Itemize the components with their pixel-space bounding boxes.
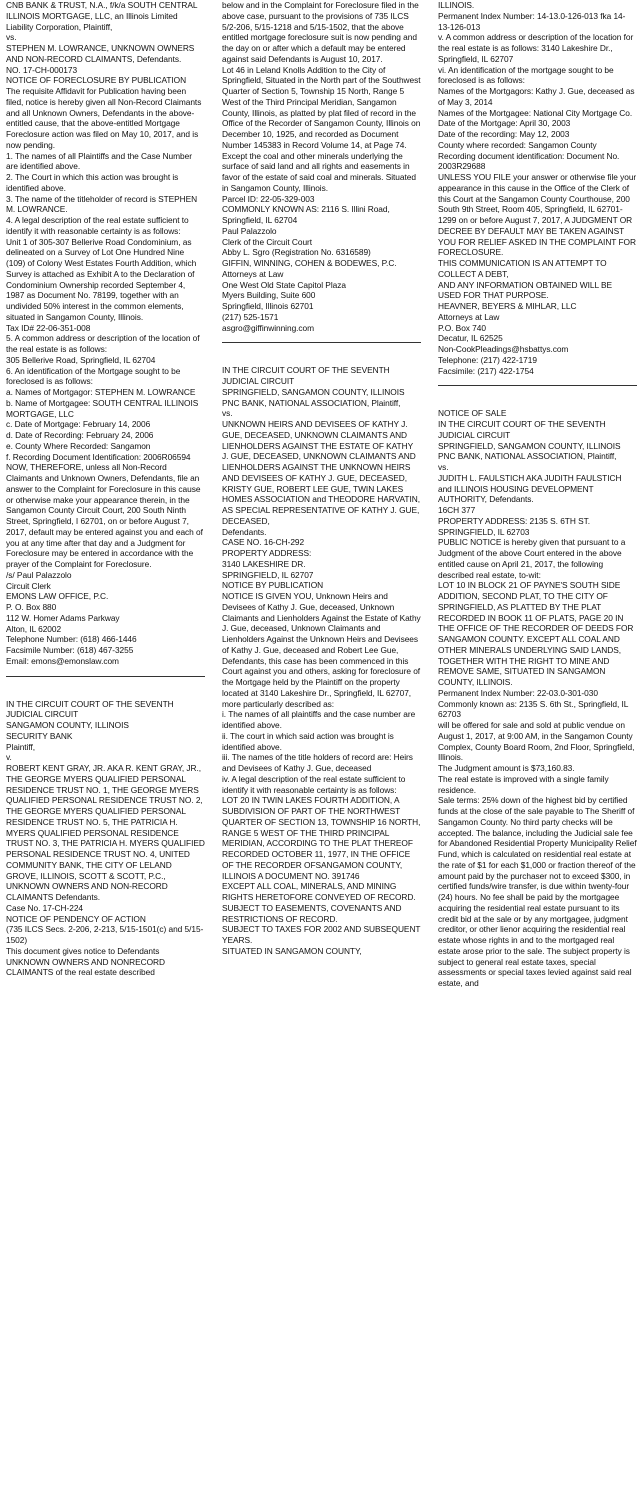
notice-line: vs. — [438, 462, 449, 472]
notice-line: Circuit Clerk — [6, 580, 51, 591]
notice-line: i. The names of all plaintiffs and the case number are identified above. — [222, 709, 416, 730]
notice-line: Paul Palazzolo — [222, 225, 277, 236]
notice-line: NOTICE IS GIVEN YOU, Unknown Heirs and Devisees of Kathy J. Gue, deceased, Unknown Claimants and Lienholders Against the Estate of Kathy J. Gue, deceased, Unknown Claimants and Lienholders Against the Unknown Heirs and Devisees of Kathy J. Gue, deceased and Robert Lee Gue, Defendants, this case has been commenced in this Court against you and others, asking for foreclosure of the Mortgage held by the Plaintiff on the property located at 3140 Lakeshire Dr., Springfield, IL 62707, more particularly described as: — [222, 591, 421, 709]
notice-line: b. Name of Mortgagee: SOUTH CENTRAL ILLINOIS — [6, 397, 199, 408]
notice-line: P.O. Box 740 — [438, 322, 486, 333]
notice-line: below and in the Complaint for Foreclosure filed in the above case, pursuant to the provisions of 735 ILCS 5/2-206, 5/15-1218 and 5/15-1502, that the above entitled mortgage foreclosure suit is now pending and the day on or after which a default may be entered against said Defendants is August 10, 2017. — [222, 0, 419, 64]
notice-line: Parcel ID: 22-05-329-003 — [222, 193, 315, 204]
notice-line: P. O. Box 880 — [6, 602, 57, 612]
notice-line: Tax ID# 22-06-351-008 — [6, 322, 91, 333]
notice-line: d. Date of Recording: February 24, 2006 — [6, 430, 154, 440]
notice-line: ii. The court in which said action was brought is identified above. — [222, 730, 394, 752]
notice-line: NO. 17-CH-000173 — [6, 64, 78, 75]
notice-line: 4. A legal description of the real estate sufficient to identify it with reasonable certainty is as follows: — [6, 215, 189, 236]
notice-line: One West Old State Capitol Plaza — [222, 279, 346, 290]
notice-line: a. Names of Mortgagor: STEPHEN M. LOWRANCE — [6, 387, 196, 397]
notice-line: vs. — [222, 408, 233, 419]
notice-line: Abby L. Sgro (Registration No. 6316589) — [222, 247, 371, 258]
notice-line: v. A common address or description of the location for the real estate is as follows: 3140 Lakeshire Dr., Springfield, IL 62707 — [438, 32, 634, 64]
legal-notice — [438, 0, 637, 376]
notice-line: SECURITY BANK — [6, 730, 73, 741]
legal-notice — [6, 699, 205, 979]
legal-notice — [222, 0, 421, 333]
notice-line: Case No. 17-CH-224 — [6, 902, 84, 913]
notice-line: STEPHEN M. LOWRANCE, UNKNOWN OWNERS AND NON-RECORD CLAIMANTS, Defendants. — [6, 43, 195, 64]
notice-line: NOTICE BY PUBLICATION — [222, 580, 324, 591]
notice-line: Non-CookPleadings@hsbattys.com — [438, 344, 569, 354]
notice-line: Plaintiff, — [6, 741, 36, 752]
notice-line: Clerk of the Circuit Court — [222, 236, 313, 247]
notice-line: IN THE CIRCUIT COURT OF THE SEVENTH JUDICIAL CIRCUIT — [6, 698, 174, 720]
notice-line: c. Date of Mortgage: February 14, 2006 — [6, 419, 151, 430]
notice-line: 1. The names of all Plaintiffs and the Case Number are identified above. — [6, 150, 192, 172]
notice-line: GIFFIN, WINNING, COHEN & BODEWES, P.C. — [222, 258, 397, 268]
notice-line: ROBERT KENT GRAY, JR. AKA R. KENT GRAY, JR., THE GEORGE MYERS QUALIFIED PERSONAL RESIDENCE TRUST NO. 1, THE GEORGE MYERS QUALIFIED PERSONAL RESIDENCE TRUST NO. 2, THE GEORGE MYERS QUALIFIED PERSONAL RESIDENCE TRUST NO. 5, THE PATRICIA H. MYERS QUALIFIED PERSONAL RESIDENCE TRUST NO. 3, THE PATRICIA H. MYERS QUALIFIED PERSONAL RESIDENCE TRUST NO. 4, UNITED COMMUNITY BANK, THE CITY OF LELAND GROVE, ILLINOIS, SCOTT & SCOTT, P.C., UNKNOWN OWNERS AND NON-RECORD CLAIMANTS Defendants. — [6, 763, 205, 902]
notice-line: Myers Building, Suite 600 — [222, 290, 316, 301]
notice-line: PUBLIC NOTICE is hereby given that pursuant to a Judgment of the above Court entered in the above entitled cause on April 21, 2017, the following described real estate, to-wit: — [438, 537, 626, 580]
notice-line: Commonly known as: 2135 S. 6th St., Springfield, IL 62703 — [438, 698, 629, 720]
notice-line: SPRINGFIELD, SANGAMON COUNTY, ILLINOIS — [222, 386, 405, 397]
notice-divider — [438, 385, 637, 386]
notice-line: THIS COMMUNICATION IS AN ATTEMPT TO COLLECT A DEBT, — [438, 258, 607, 279]
notice-line: Facsimile: (217) 422-1754 — [438, 365, 534, 376]
column-1 — [6, 0, 205, 1501]
notice-line: NOTICE OF FORECLOSURE BY PUBLICATION — [6, 75, 187, 86]
notice-line: /s/ Paul Palazzolo — [6, 569, 72, 580]
notice-line: Date of the recording: May 12, 2003 — [438, 129, 570, 139]
notice-line: HEAVNER, BEYERS & MIHLAR, LLC — [438, 301, 577, 311]
notice-line: Permanent Index Number: 14-13.0-126-013 fka 14-13-126-013 — [438, 10, 626, 32]
notice-line: CASE NO. 16-CH-292 — [222, 537, 305, 548]
notice-line: IN THE CIRCUIT COURT OF THE SEVENTH JUDICIAL CIRCUIT — [438, 419, 606, 440]
legal-notice — [222, 365, 421, 956]
notice-line: UNKNOWN HEIRS AND DEVISEES OF KATHY J. GUE, DECEASED, UNKNOWN CLAIMANTS AND LIENHOLDERS AGAINST THE ESTATE OF KATHY J. GUE, DECEASED, UNKNOWN CLAIMANTS AND LIENHOLDERS AGAINST THE UNKNOWN HEIRS AND DEVISEES OF KATHY J. GUE, DECEASED, KRISTY GUE, ROBERT LEE GUE, TWIN LAKES HOMES ASSOCIATION and THEODORE HARVATIN, AS SPECIAL REPRESENTATIVE OF KATHY J. GUE, DECEASED, — [222, 419, 420, 526]
notice-line: EXCEPT ALL COAL, MINERALS, AND MINING RIGHTS HERETOFORE CONVEYED OF RECORD. SUBJECT TO EASEMENTS, COVENANTS AND RESTRICTIONS OF RECORD. — [222, 881, 416, 924]
notice-line: Telephone Number: (618) 466-1446 — [6, 634, 137, 645]
notice-line: 5. A common address or description of the location of the real estate is as follows: — [6, 333, 200, 354]
notice-line: 16CH 377 — [438, 505, 476, 515]
notice-line: Attorneys at Law — [438, 311, 500, 322]
notice-line: Date of the Mortgage: April 30, 2003 — [438, 118, 571, 129]
notice-line: (735 ILCS Secs. 2-206, 2-213, 5/15-1501(c) and 5/15-1502) — [6, 924, 204, 945]
notice-line: 305 Bellerive Road, Springfield, IL 62704 — [6, 354, 156, 365]
notice-line: LOT 20 IN TWIN LAKES FOURTH ADDITION, A SUBDIVISION OF PART OF THE NORTHWEST QUARTER OF SECTION 13, TOWNSHIP 16 NORTH, RANGE 5 WEST OF THE THIRD PRINCIPAL MERIDIAN, ACCORDING TO THE PLAT THEREOF RECORDED OCTOBER 11, 1977, IN THE OFFICE OF THE RECORDER OFSANGAMON COUNTY, ILLINOIS A DOCUMENT NO. 391746 — [222, 795, 421, 881]
notice-line: 3140 LAKESHIRE DR. — [222, 558, 306, 569]
notice-line: PNC BANK, NATIONAL ASSOCIATION, Plaintiff, — [222, 397, 401, 408]
notice-line: The requisite Affidavit for Publication having been filed, notice is hereby given all Non-Record Claimants and all Unknown Owners, Defendants in the above-entitled cause, that the above-entitled Mortgage Foreclosure action was filed on May 10, 2017, and is now pending. — [6, 86, 202, 150]
notice-line: LOT 10 IN BLOCK 21 OF PAYNE'S SOUTH SIDE ADDITION, SECOND PLAT, TO THE CITY OF SPRINGFIELD, AS PLATTED BY THE PLAT RECORDED IN BOOK 11 OF PLATS, PAGE 20 IN THE OFFICE OF THE RECORDER OF DEEDS FOR SANGAMON COUNTY. EXCEPT ALL COAL AND OTHER MINERALS UNDERLYING SAID LANDS, TOGETHER WITH THE RIGHT TO MINE AND REMOVE SAME, SITUATED IN SANGAMON COUNTY, ILLINOIS. — [438, 580, 634, 687]
notice-line: will be offered for sale and sold at public vendue on August 1, 2017, at 9:00 AM, in the Sangamon County Complex, County Board Room, 2nd Floor, Springfield, Illinois. — [438, 720, 635, 763]
notice-line: Alton, IL 62002 — [6, 623, 62, 634]
notice-line: Names of the Mortgagors: Kathy J. Gue, deceased as of May 3, 2014 — [438, 86, 635, 107]
notice-line: County where recorded: Sangamon County — [438, 139, 597, 150]
notice-line: Sale terms: 25% down of the highest bid by certified funds at the close of the sale payable to The Sheriff of Sangamon County. No third party checks will be accepted. The balance, including the Judicial sale fee for Abandoned Residential Property Municipality Relief Fund, which is calculated on residential real estate at the rate of $1 for each $1,000 or fraction thereof of the amount paid by the purchaser not to exceed $300, in certified funds/wire transfer, is due within twenty-four (24) hours. No fee shall be paid by the mortgagee acquiring the residential real estate pursuant to its credit bid at the sale or by any mortgagee, judgment creditor, or other lienor acquiring the residential real estate whose rights in and to the mortgaged real estate arose prior to the sale. The subject property is subject to general real estate taxes, special assessments or special taxes levied against said real estate, and — [438, 795, 637, 988]
notice-line: NOTICE OF PENDENCY OF ACTION — [6, 913, 146, 924]
notice-line: Unit 1 of 305-307 Bellerive Road Condominium, as delineated on a Survey of Lot One Hundred Nine (109) of Colony West Estates Fourth Addition, which Survey is attached as Exhibit A to the Declaration of Condominium Ownership recorded September 4, 1987 as Document No. 78199, together with an undivided 50% interest in the common elements, situated in Sangamon County, Illinois. — [6, 236, 197, 322]
notice-line: PROPERTY ADDRESS: — [222, 548, 312, 558]
notice-line: NOW, THEREFORE, unless all Non-Record Claimants and Unknown Owners, Defendants, file an answer to the Complaint for Foreclosure in this cause or otherwise make your appearance therein, in the Sangamon County Circuit Court, 200 South Ninth Street, Springfield, I 62701, on or before August 7, 2017, default may be entered against you and each of you at any time after that day and a Judgment for Foreclosure may be entered in accordance with the prayer of the Complaint for Foreclosure. — [6, 462, 203, 569]
notice-line: IN THE CIRCUIT COURT OF THE SEVENTH JUDICIAL CIRCUIT — [222, 365, 390, 386]
legal-notice — [438, 408, 637, 989]
notice-line: v. — [6, 752, 12, 763]
notice-line: SANGAMON COUNTY, ILLINOIS — [6, 720, 129, 730]
notice-line: vi. An identification of the mortgage sought to be foreclosed is as follows: — [438, 64, 614, 86]
notice-line: SUBJECT TO TAXES FOR 2002 AND SUBSEQUENT YEARS. — [222, 924, 421, 945]
notice-line: f. Recording Document Identification: 2006R06594 — [6, 451, 191, 462]
notice-divider — [6, 676, 205, 677]
notice-line: Recording document identification: Document No. 2003R29688 — [438, 150, 620, 172]
notice-line: e. County Where Recorded: Sangamon — [6, 440, 151, 451]
notice-line: Springfield, Illinois 62701 — [222, 301, 314, 311]
notice-line: iii. The names of the title holders of record are: Heirs and Devisees of Kathy J. Gue, deceased — [222, 752, 413, 773]
notice-divider — [222, 342, 421, 343]
notice-line: Email: emons@emonslaw.com — [6, 655, 119, 666]
notice-line: asgro@giffinwinning.com — [222, 322, 315, 333]
notice-line: Decatur, IL 62525 — [438, 333, 503, 344]
notice-line: Facsimile Number: (618) 467-3255 — [6, 645, 134, 655]
notice-line: (217) 525-1571 — [222, 311, 279, 322]
notice-line: Defendants. — [222, 526, 267, 537]
notice-line: Attorneys at Law — [222, 268, 284, 279]
notice-line: Permanent Index Number: 22-03.0-301-030 — [438, 687, 598, 698]
notice-line: The Judgment amount is $73,160.83. — [438, 763, 575, 773]
notice-line: 2. The Court in which this action was brought is identified above. — [6, 172, 179, 193]
notice-line: This document gives notice to Defendants UNKNOWN OWNERS AND NONRECORD CLAIMANTS of the real estate described — [6, 945, 165, 978]
notice-line: SPRINGFIELD, SANGAMON COUNTY, ILLINOIS — [438, 440, 621, 451]
notice-line: COMMONLY KNOWN AS: 2116 S. Illini Road, Springfield, IL 62704 — [222, 204, 390, 225]
notice-line: Names of the Mortgagee: National City Mortgage Co. — [438, 107, 633, 118]
notice-line: SPRINGFIELD, IL 62707 — [222, 569, 314, 580]
legal-notice — [6, 0, 205, 667]
notice-line: iv. A legal description of the real estate sufficient to identify it with reasonable certainty is as follows: — [222, 773, 406, 795]
notice-line: 3. The name of the titleholder of record is STEPHEN M. LOWRANCE. — [6, 193, 198, 215]
notice-line: Telephone: (217) 422-1719 — [438, 354, 537, 365]
notice-line: PROPERTY ADDRESS: 2135 S. 6TH ST. SPRINGFIELD, IL 62703 — [438, 515, 590, 537]
notice-line: CNB BANK & TRUST, N.A., f/k/a SOUTH CENTRAL ILLINOIS MORTGAGE, LLC, an Illinois Limited Liability Corporation, Plaintiff, — [6, 0, 198, 32]
column-2 — [222, 0, 421, 1501]
notice-line: SITUATED IN SANGAMON COUNTY, — [222, 945, 362, 956]
notice-line: Lot 46 in Leland Knolls Addition to the City of Springfield, Situated in the North part of the Southwest Quarter of Section 5, Township 15 North, Range 5 West of the Third Principal Meridian, Sangamon County, Illinois, as platted by plat filed of record in the Office of the Recorder of Sangamon County, Illinois on December 10, 1925, and recorded as Document Number 145383 in Record Volume 14, at Page 74. Except the coal and other minerals underlying the surface of said land and all rights and easements in favor of the estate of said coal and minerals. Situated in Sangamon County, Illinois. — [222, 64, 421, 193]
notice-line: vs. — [6, 32, 17, 43]
column-3 — [438, 0, 637, 1501]
notice-line: EMONS LAW OFFICE, P.C. — [6, 591, 109, 602]
notice-line: UNLESS YOU FILE your answer or otherwise file your appearance in this cause in the Office of the Clerk of this Court at the Sangamon County Courthouse, 200 South 9th Street, Room 405, Springfield, IL 62701-1299 on or before August 7, 2017, A JUDGMENT OR DECREE BY DEFAULT MAY BE TAKEN AGAINST YOU FOR RELIEF ASKED IN THE COMPLAINT FOR FORECLOSURE. — [438, 172, 637, 258]
notice-line: 6. An identification of the Mortgage sought to be foreclosed is as follows: — [6, 365, 181, 387]
notice-line: PNC BANK, NATIONAL ASSOCIATION, Plaintiff, — [438, 451, 617, 462]
notice-line: NOTICE OF SALE — [438, 408, 507, 419]
notice-line: JUDITH L. FAULSTICH AKA JUDITH FAULSTICH and ILLINOIS HOUSING DEVELOPMENT AUTHORITY, Defendants. — [438, 472, 622, 505]
notice-line: AND ANY INFORMATION OBTAINED WILL BE USED FOR THAT PURPOSE. — [438, 279, 613, 301]
notice-line: MORTGAGE, LLC — [6, 408, 74, 419]
notice-line: ILLINOIS. — [438, 0, 475, 10]
notice-line: The real estate is improved with a single family residence. — [438, 773, 609, 795]
notice-line: 112 W. Homer Adams Parkway — [6, 612, 120, 623]
